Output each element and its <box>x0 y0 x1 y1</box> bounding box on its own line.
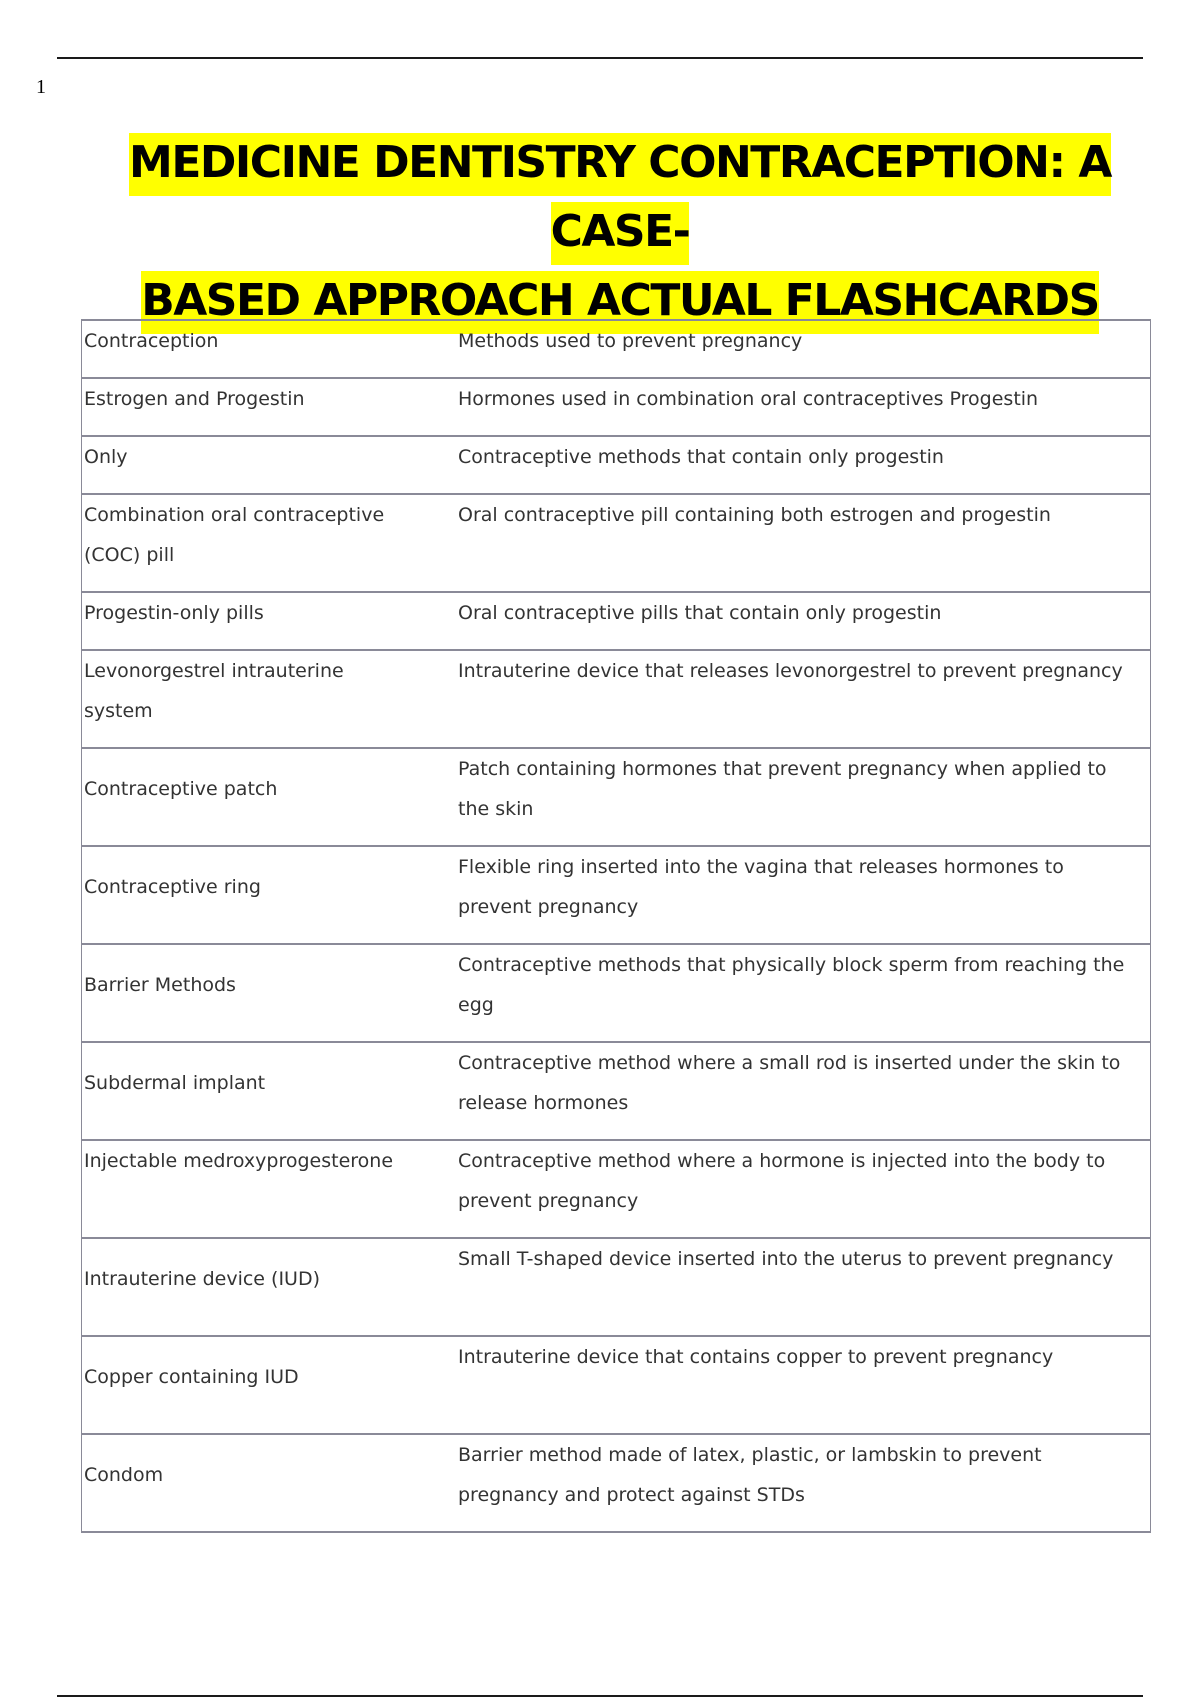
flashcard-table <box>81 319 1151 1533</box>
flashcard-term: Contraception <box>82 320 411 378</box>
table-row <box>82 1042 1151 1140</box>
flashcard-term: Estrogen and Progestin <box>82 378 411 436</box>
table-row <box>82 1140 1151 1238</box>
table-row <box>82 320 1151 378</box>
footer-rule <box>57 1695 1143 1697</box>
flashcard-term: Condom <box>82 1434 411 1532</box>
table-row <box>82 944 1151 1042</box>
flashcard-definition: Patch containing hormones that prevent pregnancy when applied to the skin <box>410 748 1151 846</box>
table-row <box>82 1434 1151 1532</box>
flashcard-definition: Small T-shaped device inserted into the uterus to prevent pregnancy <box>410 1238 1151 1336</box>
flashcard-definition: Flexible ring inserted into the vagina that releases hormones to prevent pregnancy <box>410 846 1151 944</box>
flashcard-term: Combination oral contraceptive (COC) pill <box>82 494 411 592</box>
flashcard-definition: Hormones used in combination oral contraceptives Progestin <box>410 378 1151 436</box>
flashcard-term: Levonorgestrel intrauterine system <box>82 650 411 748</box>
flashcard-term: Progestin-only pills <box>82 592 411 650</box>
table-row <box>82 592 1151 650</box>
table-row <box>82 378 1151 436</box>
flashcard-definition: Oral contraceptive pill containing both estrogen and progestin <box>410 494 1151 592</box>
table-row <box>82 846 1151 944</box>
table-row <box>82 494 1151 592</box>
table-row <box>82 748 1151 846</box>
flashcard-term: Barrier Methods <box>82 944 411 1042</box>
flashcard-term: Injectable medroxyprogesterone <box>82 1140 411 1238</box>
table-row <box>82 1238 1151 1336</box>
page-number: 1 <box>36 76 46 98</box>
flashcard-definition: Oral contraceptive pills that contain only progestin <box>410 592 1151 650</box>
flashcard-definition: Methods used to prevent pregnancy <box>410 320 1151 378</box>
flashcard-definition: Contraceptive methods that physically block sperm from reaching the egg <box>410 944 1151 1042</box>
table-row <box>82 650 1151 748</box>
flashcard-definition: Contraceptive method where a small rod is inserted under the skin to release hormones <box>410 1042 1151 1140</box>
flashcard-term: Only <box>82 436 411 494</box>
table-row <box>82 436 1151 494</box>
flashcard-term: Copper containing IUD <box>82 1336 411 1434</box>
flashcard-term: Contraceptive ring <box>82 846 411 944</box>
flashcard-definition: Contraceptive methods that contain only progestin <box>410 436 1151 494</box>
flashcard-definition: Barrier method made of latex, plastic, or lambskin to prevent pregnancy and protect against STDs <box>410 1434 1151 1532</box>
flashcard-term: Contraceptive patch <box>82 748 411 846</box>
flashcard-definition: Intrauterine device that contains copper to prevent pregnancy <box>410 1336 1151 1434</box>
title-line-2: BASED APPROACH ACTUAL FLASHCARDS <box>141 271 1099 334</box>
table-row <box>82 1336 1151 1434</box>
flashcard-definition: Contraceptive method where a hormone is injected into the body to prevent pregnancy <box>410 1140 1151 1238</box>
header-rule <box>57 57 1143 59</box>
flashcard-term: Intrauterine device (IUD) <box>82 1238 411 1336</box>
flashcard-term: Subdermal implant <box>82 1042 411 1140</box>
flashcard-definition: Intrauterine device that releases levonorgestrel to prevent pregnancy <box>410 650 1151 748</box>
document-title <box>60 128 1180 335</box>
title-line-1: MEDICINE DENTISTRY CONTRACEPTION: A CASE- <box>129 133 1111 265</box>
